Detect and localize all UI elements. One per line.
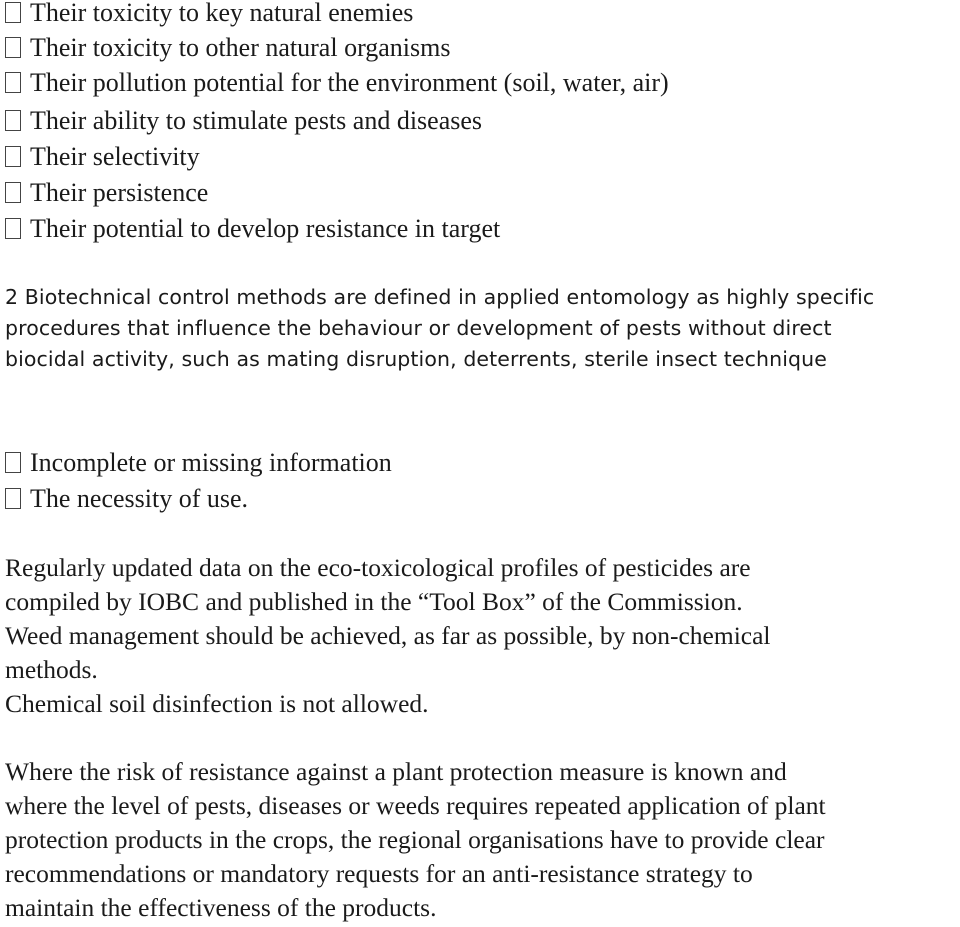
checkbox-bullet-icon	[5, 182, 21, 203]
paragraph-line: recommendations or mandatory requests for an anti-resistance strategy to	[5, 859, 753, 888]
paragraph-line: protection products in the crops, the regional organisations have to provide clear	[5, 825, 825, 854]
list-item: Incomplete or missing information	[5, 446, 392, 480]
list-item: Their selectivity	[5, 140, 200, 174]
list-item: The necessity of use.	[5, 482, 248, 516]
paragraph-line: where the level of pests, diseases or weeds requires repeated application of plant	[5, 791, 826, 820]
paragraph-line: maintain the effectiveness of the products.	[5, 893, 437, 922]
checkbox-bullet-icon	[5, 72, 21, 93]
checkbox-bullet-icon	[5, 2, 21, 23]
checkbox-bullet-icon	[5, 146, 21, 167]
footnote-line: 2 Biotechnical control methods are defined in applied entomology as highly specific	[5, 285, 875, 309]
footnote-line: procedures that influence the behaviour or development of pests without direct	[5, 316, 832, 340]
checkbox-bullet-icon	[5, 218, 21, 239]
footnote-line: biocidal activity, such as mating disruption, deterrents, sterile insect technique	[5, 347, 827, 371]
checkbox-bullet-icon	[5, 488, 21, 509]
paragraph-line: compiled by IOBC and published in the “Tool Box” of the Commission.	[5, 587, 743, 616]
list-item: Their toxicity to other natural organisms	[5, 31, 450, 65]
list-item: Their persistence	[5, 176, 208, 210]
paragraph-line: Where the risk of resistance against a plant protection measure is known and	[5, 757, 787, 786]
paragraph-line: Regularly updated data on the eco-toxicological profiles of pesticides are	[5, 553, 751, 582]
paragraph-line: Chemical soil disinfection is not allowed.	[5, 689, 429, 718]
paragraph-line: Weed management should be achieved, as far as possible, by non-chemical	[5, 621, 771, 650]
list-item: Their pollution potential for the environment (soil, water, air)	[5, 66, 669, 100]
checkbox-bullet-icon	[5, 37, 21, 58]
list-item: Their ability to stimulate pests and diseases	[5, 104, 482, 138]
paragraph-line: methods.	[5, 655, 98, 684]
list-item: Their toxicity to key natural enemies	[5, 0, 413, 30]
checkbox-bullet-icon	[5, 452, 21, 473]
list-item: Their potential to develop resistance in target	[5, 212, 500, 246]
checkbox-bullet-icon	[5, 110, 21, 131]
